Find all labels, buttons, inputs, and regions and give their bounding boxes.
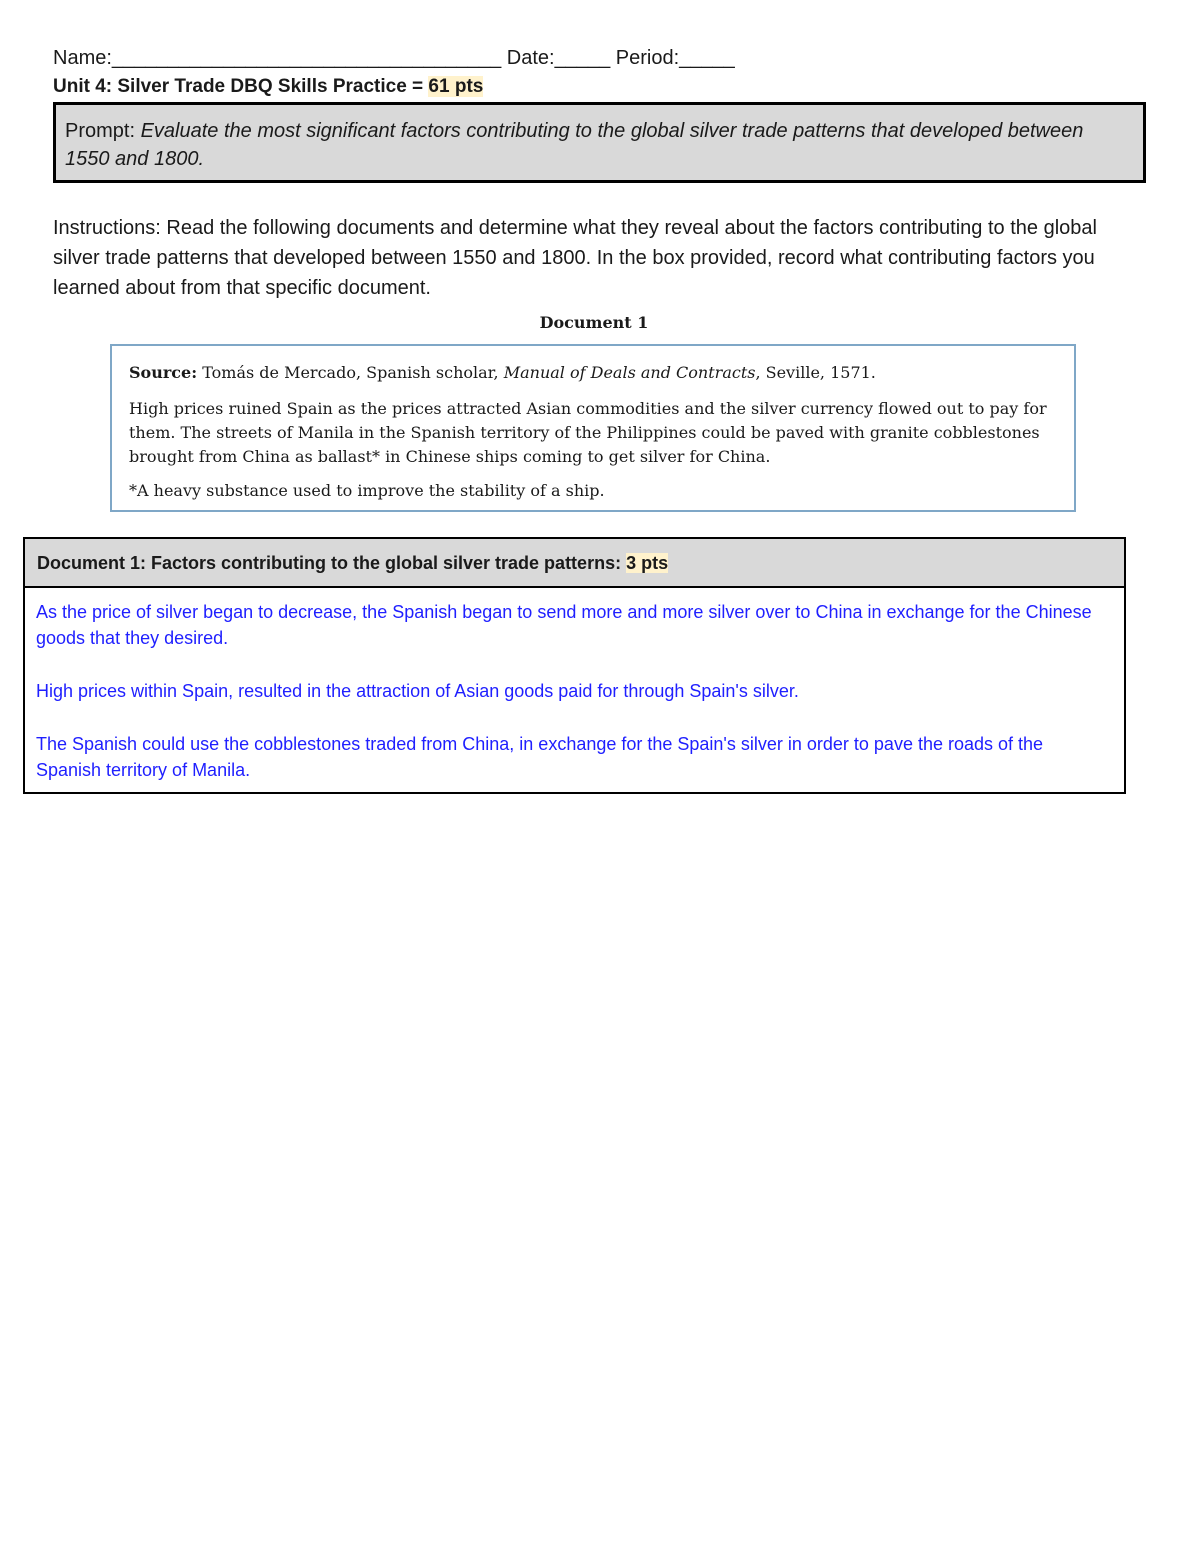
- period-blank[interactable]: _____: [679, 47, 735, 69]
- answer-heading-text: Document 1: Factors contributing to the global silver trade patterns:: [37, 553, 627, 573]
- student-header: [53, 45, 735, 71]
- source-footnote: *A heavy substance used to improve the stability of a ship.: [129, 481, 605, 500]
- prompt-question: Evaluate the most significant factors contributing to the global silver trade patterns that developed between 1550 and 1800.: [65, 120, 1084, 170]
- prompt-box: [53, 102, 1146, 183]
- source-citation: [129, 362, 876, 384]
- answer-response[interactable]: As the price of silver began to decrease, the Spanish began to send more and more silver over to China in exchange for the Chinese goods that they desired.: [36, 602, 1092, 648]
- unit-title-text: Unit 4: Silver Trade DBQ Skills Practice =: [53, 76, 429, 97]
- answer-response[interactable]: The Spanish could use the cobblestones traded from China, in exchange for the Spain's silver in order to pave the roads of the Spanish territory of Manila.: [36, 734, 1044, 780]
- answer-heading: [37, 551, 668, 575]
- answer-response[interactable]: High prices within Spain, resulted in the attraction of Asian goods paid for through Spain's silver.: [36, 681, 799, 701]
- source-title: Manual of Deals and Contracts: [503, 363, 756, 382]
- name-label: Name:: [53, 47, 112, 69]
- period-label: Period:: [610, 47, 680, 69]
- answer-response-area[interactable]: [36, 599, 1112, 810]
- source-label: Source:: [129, 363, 198, 382]
- date-blank[interactable]: _____: [554, 47, 611, 69]
- source-document-box: [110, 344, 1076, 512]
- unit-title: [53, 74, 483, 100]
- answer-table: [23, 537, 1126, 794]
- source-author: Tomás de Mercado, Spanish scholar,: [197, 363, 504, 382]
- name-blank[interactable]: ___________________________________: [111, 47, 502, 69]
- unit-points-badge: 61 pts: [428, 76, 484, 97]
- answer-points-badge: 3 pts: [626, 553, 669, 573]
- instructions: Instructions: Read the following documents and determine what they reveal about the factors contributing to the global silver trade patterns that developed between 1550 and 1800. In the box provided, record what contributing factors you learned about from that specific document.: [53, 217, 1097, 299]
- answer-table-header: [25, 539, 1124, 588]
- date-label: Date:: [501, 47, 555, 69]
- source-body: High prices ruined Spain as the prices attracted Asian commodities and the silver currency flowed out to pay for them. The streets of Manila in the Spanish territory of the Philippines could be paved with granite cobblestones brought from China as ballast* in Chinese ships coming to get silver for China.: [129, 399, 1047, 466]
- prompt-label: Prompt:: [65, 120, 141, 142]
- document-heading: Document 1: [539, 313, 649, 332]
- source-place: , Seville, 1571.: [755, 363, 876, 382]
- prompt-text: [65, 117, 1133, 173]
